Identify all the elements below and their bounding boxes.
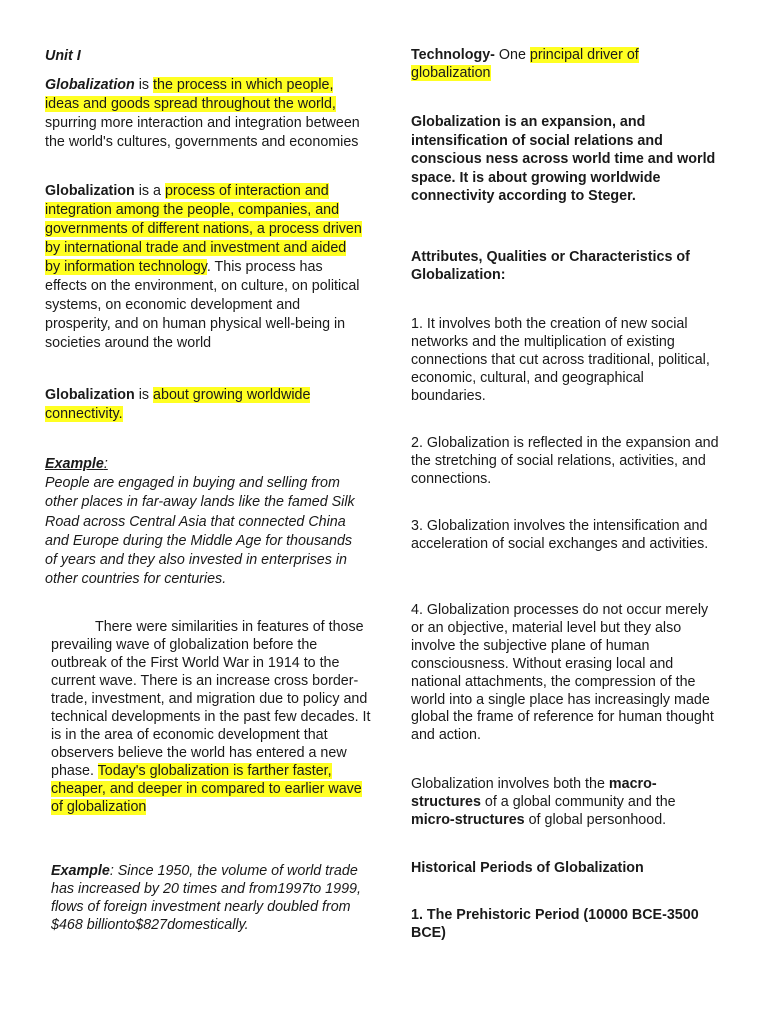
attribute-item-1: 1. It involves both the creation of new social networks and the multiplication of existing connections that cut across traditional, political, economic, cultural, and geographical boundaries.: [411, 316, 710, 404]
example-label: Example: [51, 863, 110, 879]
term-technology: Technology-: [411, 47, 495, 63]
text-span: of global personhood.: [524, 811, 667, 828]
highlight: process of interaction and integration among the people, companies, and governments of different nations, a process driven by international trade and investment and aided by information technology: [45, 183, 362, 275]
attributes-heading: Attributes, Qualities or Characteristics of Globalization:: [411, 249, 690, 283]
technology-paragraph: [411, 47, 721, 83]
text-span: is: [134, 77, 154, 93]
text-span: Globalization involves both the: [411, 776, 609, 792]
text-span: One: [494, 47, 530, 63]
attribute-item-3: 3. Globalization involves the intensification and acceleration of social exchanges and activities.: [411, 518, 709, 552]
term-globalization: Globalization: [45, 77, 135, 93]
steger-definition: Globalization is an expansion, and intensification of social relations and conscious ness across world time and world space. It is about growing worldwide connectivity according to Steger.: [411, 114, 716, 204]
example-paragraph-1: [45, 455, 365, 589]
example-text: People are engaged in buying and selling from other places in far-away lands like the famed Silk Road across Central Asia that connected China and Europe during the Middle Age for thousands of years and they also invested in enterprises in other countries for centuries.: [45, 475, 355, 588]
macro-micro-paragraph: [411, 776, 721, 830]
example-text: : Since 1950, the volume of world trade has increased by 20 times and from1997to 1999, flows of foreign investment nearly doubled from $468 billionto$827domestically.: [51, 863, 361, 933]
highlight: principal driver of globalization: [411, 47, 639, 81]
example-paragraph-2: [51, 862, 371, 934]
attribute-item-2: 2. Globalization is reflected in the expansion and the stretching of social relations, activities, and connections.: [411, 435, 719, 487]
term-globalization: Globalization: [45, 387, 135, 403]
text-span: is: [134, 387, 154, 403]
attribute-item-4: 4. Globalization processes do not occur merely or an objective, material level but they also involve the subjective plane of human consciousness. Without erasing local and national attachments, the compression of the world into a single place has increasingly made global the frame of reference for human thought and action.: [411, 602, 714, 744]
highlight: about growing worldwide connectivity.: [45, 387, 311, 422]
text-span: spurring more interaction and integration between the world's cultures, governments and economies: [45, 115, 360, 150]
term-globalization: Globalization: [45, 183, 135, 199]
highlight: Today's globalization is farther faster, cheaper, and deeper in compared to earlier wave of globalization: [51, 763, 362, 815]
highlight: the process in which people, ideas and goods spread throughout the world,: [45, 77, 336, 112]
macro-term: macro-structures: [411, 776, 657, 810]
micro-term: micro-structures: [411, 811, 525, 828]
text-span: . This process has effects on the environment, on culture, on political systems, on economic development and prosperity, and on human physical well-being in societies around the world: [45, 259, 360, 351]
text-span: of a global community and the: [480, 793, 676, 810]
prehistoric-heading: 1. The Prehistoric Period (10000 BCE-3500 BCE): [411, 907, 699, 941]
definition-paragraph-3: [45, 386, 365, 424]
definition-paragraph-2: [45, 182, 365, 353]
text-span: There were similarities in features of those prevailing wave of globalization before the outbreak of the First World War in 1914 to the current wave. There is an increase cross border- trade, investment, and migration due to policy and technical developments in the past few decades. It is in the area of economic development that observers believe the world has entered a new phase.: [51, 619, 371, 779]
definition-paragraph-1: [45, 76, 365, 152]
waves-paragraph: [51, 618, 371, 816]
example-colon: :: [103, 456, 108, 472]
unit-heading: Unit I: [45, 48, 81, 64]
text-span: is a: [134, 183, 165, 199]
example-label: Example: [45, 456, 104, 472]
historical-heading: Historical Periods of Globalization: [411, 860, 644, 876]
